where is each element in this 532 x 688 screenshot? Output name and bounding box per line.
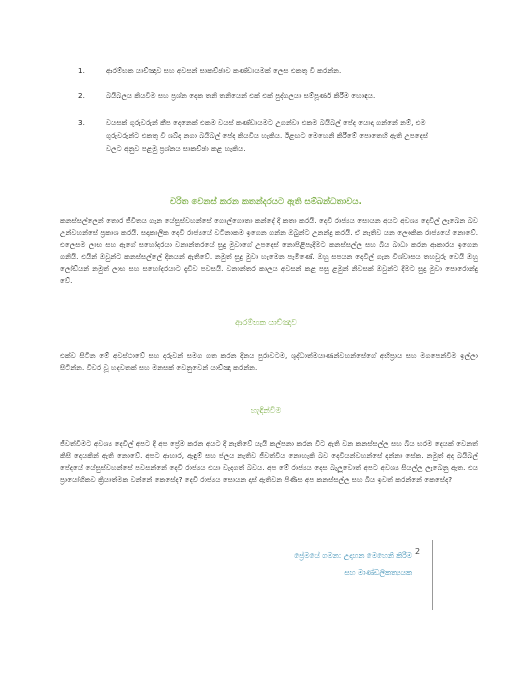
list-text: ආරම්භක යාච්ඤාව සහ අවසන් සාකච්ඡාව කණ්ඩායමක් ලෙස එකතු වී කරන්න. (106, 66, 342, 75)
paragraph-introduction: ජීවත්වීමට අවශ්‍ය දෙවිල් අපට දී අප ප්‍රේම කරන අයට දී නැතිවේ යැයි කල්පනා කරන විට ඇති වන කනස්සල්ල සහ බිය භරම දෙයක් වෙනත් කිසි දෙයකින් ඇති නොවේ. අපට ආහාර, ඇඳුම් සහ ජලය නැතිව ජීවත්විය නොහැකි බව දෙවියන්වහන්සේ දන්නා සේක. නමුත් අද බයිබල් පේදයේ යේසුස්වහන්සේ පවසන්නේ දෙවි රාජ්‍යය එයා වැදගත් බවය. අප මේ රාජ්‍යය දෙස බැලූවොත් අපට අවශ්‍ය සියල්ල ලැබෙනු ඇත. එය ප්‍රායෝගිකව ක්‍රියාත්මක වන්නේ කෙසේද? දෙවි රාජ්‍යය සොයන දාස් ඇතිවන පිණිස අප කනස්සල්ල සහ බිය ඉවත් කරන්නේ කෙසේද? (60, 439, 478, 484)
list-number: 1. (78, 66, 85, 75)
list-item-2 (78, 89, 438, 102)
section-heading-connection: චරිත වෙනස් කරන කතන්දරයට ඇති සම්බන්ධතාවය. (170, 197, 362, 207)
section-heading-prayer: ආරම්භක යාච්ඤාව (235, 318, 297, 327)
page-number: 2 (415, 547, 421, 556)
section-heading-introduction: හැඳින්වීම (250, 406, 282, 415)
footer-title-line-2: සහ මාණ්ඩලිකත්‍යයක (344, 568, 412, 577)
footer-title-line-1: ප්‍රේමයේ ගමන: උදාහන මෙහෙනි කිරීම (294, 551, 412, 560)
list-item-1 (78, 64, 438, 77)
list-item-3 (78, 116, 438, 155)
paragraph-connection: කනස්සල්ලෙන් තොර ජීවිතය ගැන යේසුස්වහන්සේ ගොල්ගොතා කන්දේ දී කතා කරයි. දෙවි රාජ්‍යය සොයන අයට අවශ්‍ය දෙවිල් ලැබෙන බව උන්වහන්සේ ප්‍රකාශ කරයි. සදාකාලික දෙවි රාජ්‍යයේ වටිනාකම ඉගෙන ගන්න ඔබුන්ට උනන්දු කරයි. ඒ නැතිව යන ලෞකික රාජ්‍යයේ නොවේ. එලෙසම ලාභ සහ ඇගේ සහෝදරයා වනාන්තරයේ සුදු මුවාගේ උපදෙස් නොපිළිපැදීමට කනස්සල්ල සහ බිය බාධා කරන ආකාරය ඉගෙන ගනියි. එයින් ඔවුන්ට කනස්සල්ලේ දිනයන් ඇතිවේ. නමුත් සුදු මුවා හැමෙන පැමිණේ. ඔහු සපයන දෙවිල් ගැන විශ්වාසය තහවුරු වෙයි ඔහු ලෝඩ්යන් නමුත් ලාභ සහ සහෝදරයාට දැඩිව පවසයි. වනාන්තර කාලය අවසන් කළ පසු ළමුන් නිවසක් ඔවුන්ට දීමට සුදු මුවා පොරොන්දු වේ. (60, 216, 478, 285)
list-number: 2. (78, 91, 85, 100)
paragraph-prayer: එක්ව සිටින මේ අවස්ථාවේ සහ දරුවන් සමග ගත කරන දිනය පුරාවටම, ශුද්ධාත්මයාණන්වහන්සේගේ අභිප්‍රාය සහ මගපෙන්වීම ඉල්ලා සිටින්න. විවර වූ හදවතක් සහ මනසක් වෙනුවෙන් යාච්ඤා කරන්න. (60, 351, 478, 372)
list-number: 3. (78, 118, 85, 127)
list-text: බයිබලය කියවීම සහ ප්‍රශ්න දෙක තනි තනියෙන් එක් එක් පුද්ගලයා සම්පූර්ණ කිරීම හොඳය. (106, 91, 376, 100)
list-text: වයසක් ගුරුවරුන් කීප දෙනෙක් එකම වයස් කණ්ඩායමට උගන්වා එකම බයිබල් පේද යොදා ගන්නේ නම්, එම ගුරුවරුන්ට එකතු වී ශබ්ද නගා බයිබල් පේද කියවිය හැකිය. ඊළඟට මෙහෙනි කිරීමේ පොතෙහි ඇති උපදෙස් වලට අනුව පළමු ප්‍රශ්නය සාකච්ඡා කළ හැකිය. (106, 118, 429, 153)
footer-divider (432, 540, 433, 610)
